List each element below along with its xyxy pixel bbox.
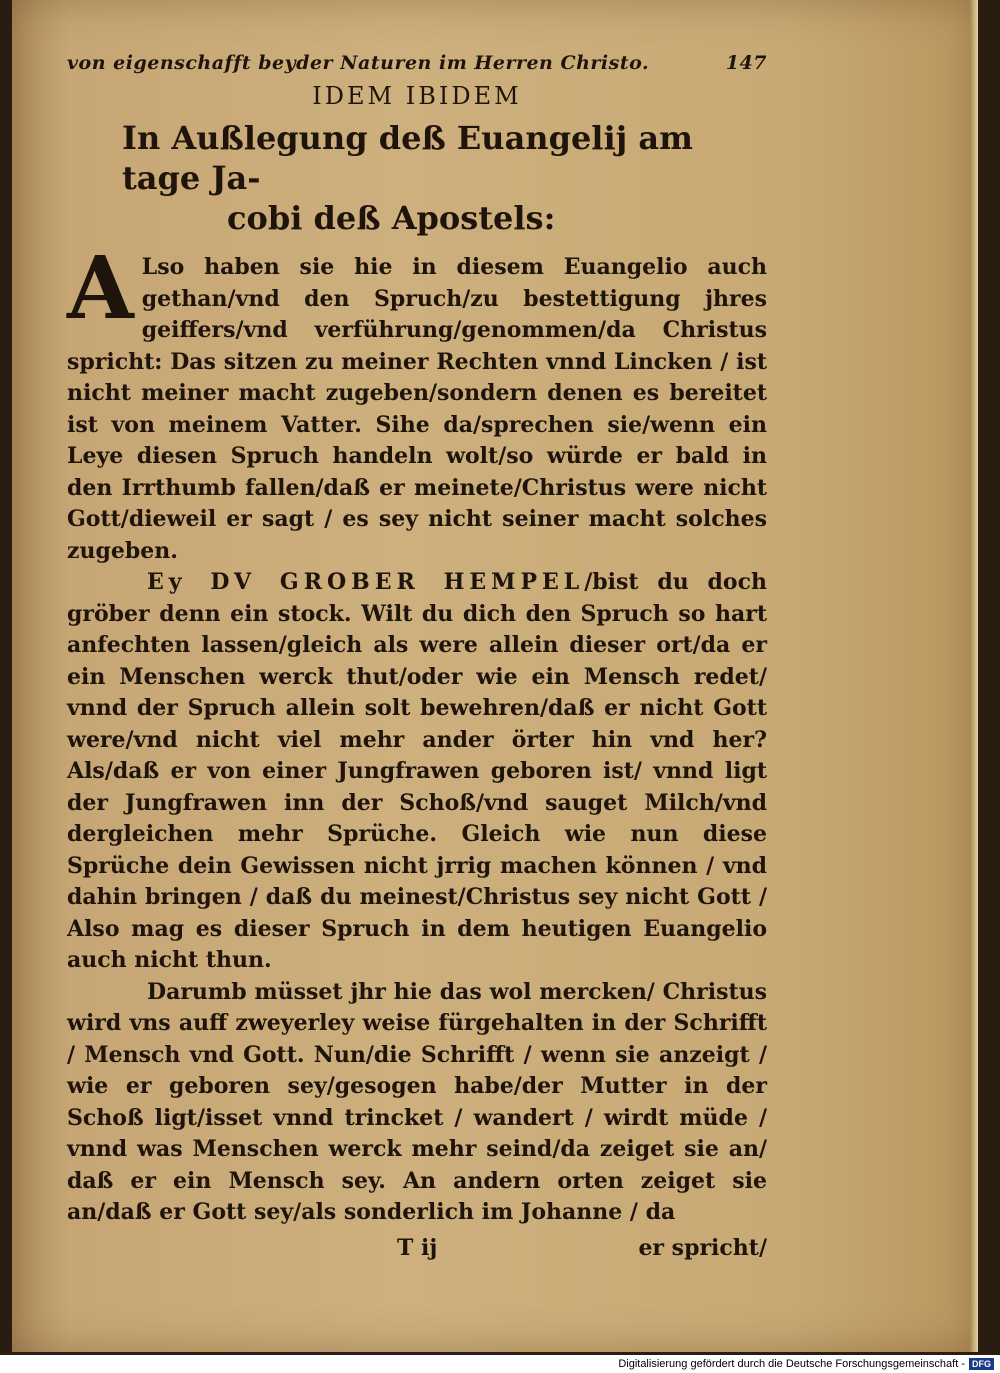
paragraph-2 — [67, 567, 767, 977]
paragraph-2-exclamation: Ey DV GROBER HEMPEL — [147, 569, 585, 595]
heading-german-line2: cobi deß Apostels: — [227, 199, 556, 237]
drop-initial: A — [67, 238, 134, 339]
page-text — [67, 52, 767, 1261]
heading-german — [67, 118, 767, 238]
paragraph-1-text: Lso haben sie hie in diesem Euangelio auch gethan/vnd den Spruch/zu bestettigung jhres geiffers/vnd verführung/genommen/da Christus spricht: Das sitzen zu meiner Rechten vnnd Lincken / ist nicht meiner macht zugeben/sondern denen es bereitet ist von meinem Vatter. Sihe da/sprechen sie/wenn ein Leye diesen Spruch handeln wolt/so würde er bald in den Irrthumb fallen/daß er meinete/Christus were nicht Gott/dieweil er sagt / es sey nicht seiner macht solches zugeben. — [67, 254, 767, 564]
running-head — [67, 52, 767, 74]
page-number: 147 — [725, 52, 767, 74]
paragraph-2-text: /bist du doch gröber denn ein stock. Wilt du dich den Spruch so hart anfechten lassen/gleich als were allein dieser ort/da er ein Menschen werck thut/oder wie ein Mensch redet/ vnnd der Spruch allein solt bewehren/daß er nicht Gott were/vnd nicht viel mehr ander örter hin vnd her? Als/daß er von einer Jungfrawen geboren ist/ vnnd ligt der Jungfrawen inn der Schoß/vnd sauget Milch/vnd dergleichen mehr Sprüche. Gleich wie nun diese Sprüche dein Gewissen nicht jrrig machen können / vnd dahin bringen / daß du meinest/Christus sey nicht Gott / Also mag es dieser Spruch in dem heutigen Euangelio auch nicht thun. — [67, 569, 768, 973]
credit-text: Digitalisierung gefördert durch die Deutsche Forschungsgemeinschaft - — [618, 1358, 965, 1370]
credit-bar — [0, 1355, 1000, 1373]
book-page — [12, 0, 978, 1352]
dfg-logo[interactable]: DFG — [969, 1358, 994, 1370]
catchword: er spricht/ — [638, 1234, 767, 1261]
page-edge — [970, 0, 978, 1352]
page-footer — [67, 1235, 767, 1261]
paragraph-3: Darumb müsset jhr hie das wol mercken/ Christus wird vns auff zweyerley weise fürgehalten in der Schrifft / Mensch vnd Gott. Nun/die Schrifft / wenn sie anzeigt / wie er geboren sey/gesogen habe/der Mutter in der Schoß ligt/isset vnnd trincket / wandert / wirdt müde / vnnd was Menschen werck mehr seind/da zeiget sie an/ daß er ein Mensch sey. An andern orten zeiget sie an/daß er Gott sey/als sonderlich im Johanne / da — [67, 978, 767, 1225]
heading-latin: IDEM IBIDEM — [312, 82, 522, 110]
signature-mark: T ij — [397, 1234, 438, 1261]
running-head-title: von eigenschafft beyder Naturen im Herren Christo. — [67, 52, 650, 74]
paragraph-1 — [67, 238, 767, 567]
heading-german-line1: In Außlegung deß Euangelij am tage Ja- — [122, 119, 693, 197]
